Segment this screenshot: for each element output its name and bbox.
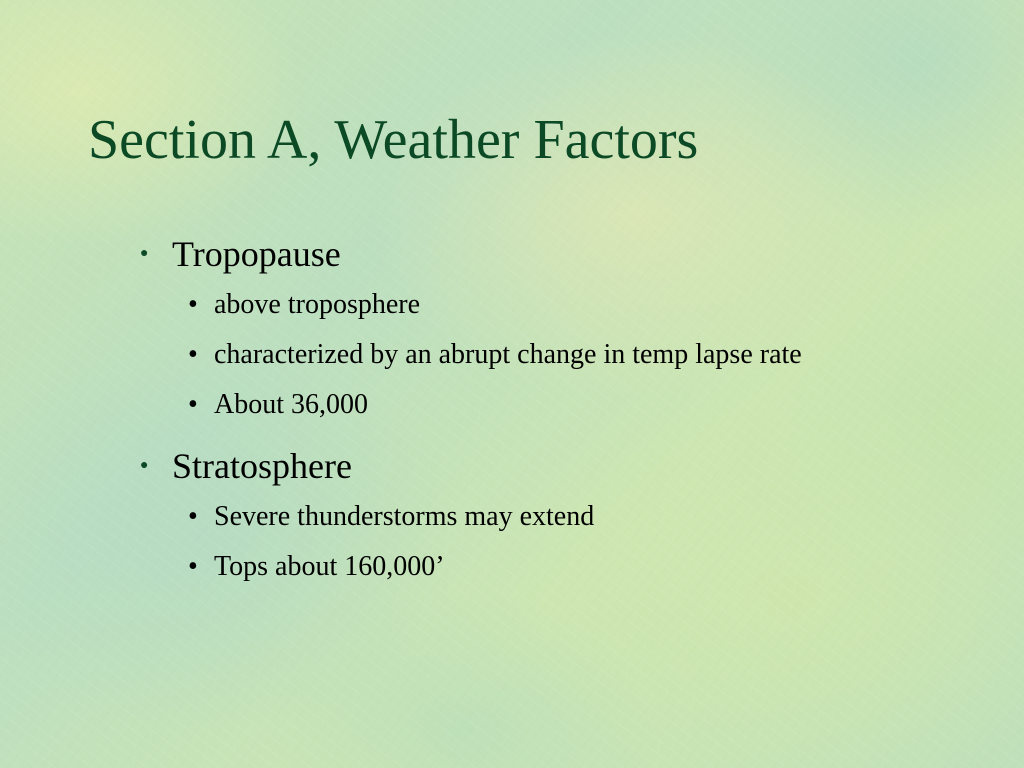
sub-bullet-item (188, 542, 1000, 592)
slide-content (140, 228, 1000, 602)
sub-bullet-text: characterized by an abrupt change in temp lapse rate (214, 339, 802, 370)
bullet-list (140, 228, 1000, 592)
bullet-small-icon: • (188, 551, 198, 582)
bullet-small-icon: • (188, 501, 198, 532)
bullet-small-icon: • (188, 389, 198, 420)
bullet-label: Stratosphere (172, 446, 352, 486)
bullet-small-icon: • (188, 289, 198, 320)
sub-bullet-item (188, 380, 1000, 430)
bullet-dot-icon: ● (140, 458, 149, 473)
bullet-label: Tropopause (172, 234, 341, 274)
bullet-item-stratosphere (140, 440, 1000, 592)
sub-bullet-text: Severe thunderstorms may extend (214, 501, 595, 532)
sub-bullet-list (140, 280, 1000, 430)
bullet-dot-icon: ● (140, 246, 149, 261)
sub-bullet-item (188, 330, 1000, 380)
bullet-item-tropopause (140, 228, 1000, 430)
bullet-small-icon: • (188, 339, 198, 370)
sub-bullet-text: About 36,000 (214, 389, 368, 420)
sub-bullet-text: above troposphere (214, 289, 421, 320)
sub-bullet-list (140, 492, 1000, 592)
sub-bullet-item (188, 280, 1000, 330)
slide-title: Section A, Weather Factors (88, 109, 699, 171)
sub-bullet-item (188, 492, 1000, 542)
sub-bullet-text: Tops about 160,000’ (214, 551, 445, 582)
